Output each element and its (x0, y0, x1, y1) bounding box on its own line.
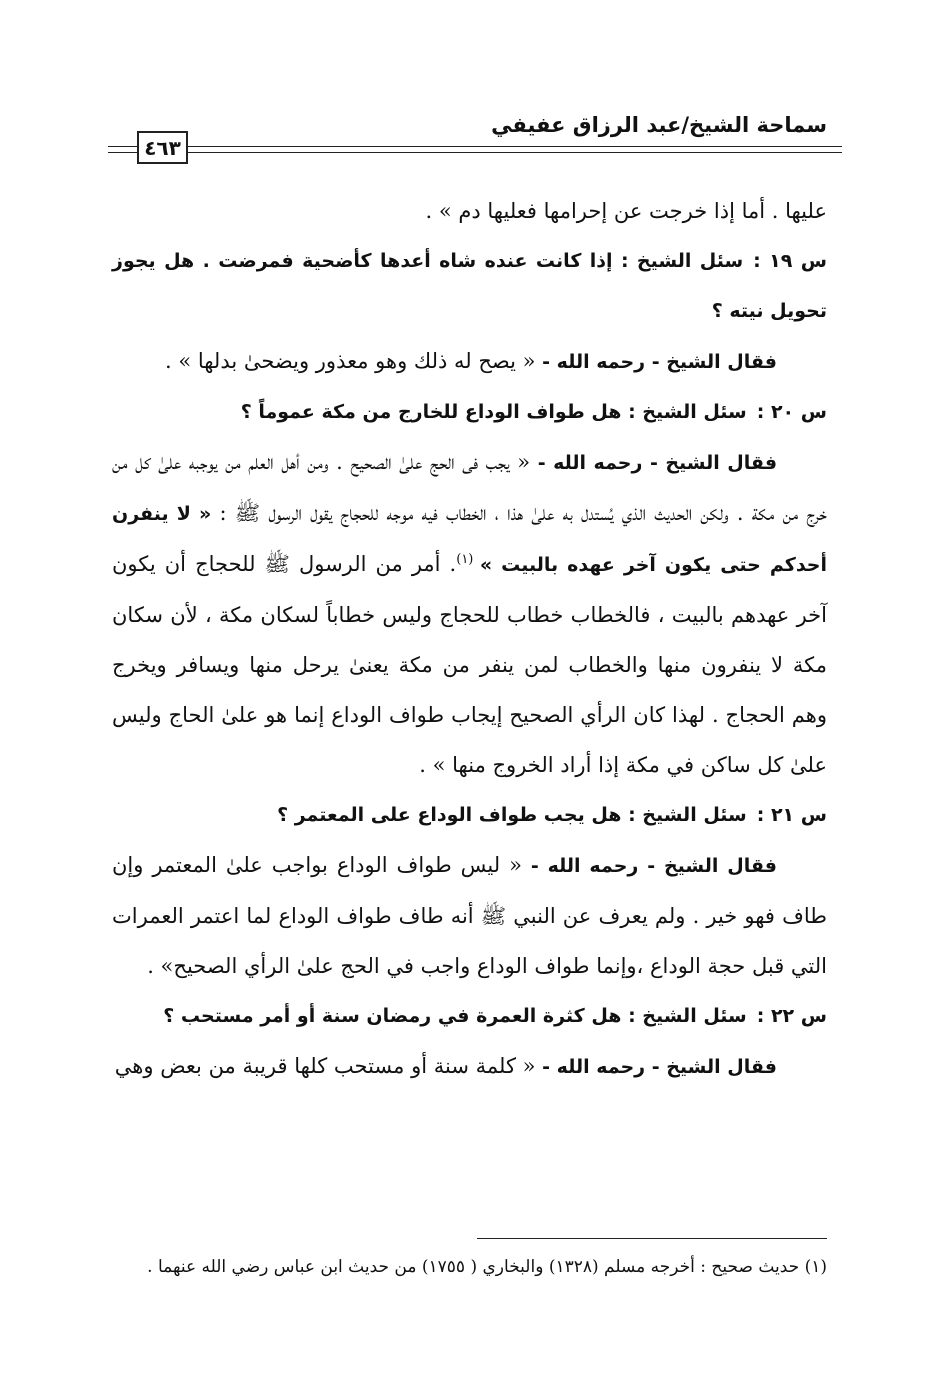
header-double-rule-left (108, 146, 138, 153)
footnote: (١) حديث صحيح : أخرجه مسلم (١٣٢٨) والبخاري ( ١٧٥٥) من حديث ابن عباس رضي الله عنهما . (147, 1257, 827, 1277)
question-number: س ١٩ : (753, 250, 827, 272)
footnote-marker[interactable]: (١) (456, 552, 480, 567)
question-number: س ٢٢ : (756, 1005, 827, 1027)
question-number: س ٢١ : (756, 804, 827, 826)
header-double-rule (188, 146, 842, 153)
answer-19 (112, 336, 827, 387)
question-text: سئل الشيخ : هل كثرة العمرة في رمضان سنة أو أمر مستحب ؟ (163, 1005, 747, 1027)
page-number: ٤٦٣ (137, 131, 188, 164)
question-22 (112, 991, 827, 1041)
question-text: سئل الشيخ : إذا كانت عنده شاه أعدها كأضحية فمرضت . هل يجوز تحويل نيته ؟ (112, 250, 827, 322)
answer-text-continued: . أمر من الرسول ﷺ للحجاج أن يكون آخر عهدهم بالبيت ، فالخطاب خطاب للحجاج وليس خطاباً لسكان مكة ، لأن سكان مكة لا ينفرون منها والخطاب لمن ينفر من مكة يعنىٰ يرحل منها ويسافر ويخرج وهم الحجاج . لهذا كان الرأي الصحيح إيجاب طواف الوداع إنما هو علىٰ الحاج وليس علىٰ كل ساكن في مكة إذا أراد الخروج منها » . (112, 552, 827, 777)
answer-21 (112, 840, 827, 991)
answer-lead: فقال الشيخ - رحمه الله - (542, 351, 777, 373)
footnote-separator (477, 1238, 827, 1239)
running-title: سماحة الشيخ/عبد الرزاق عفيفي (491, 113, 827, 137)
question-text: سئل الشيخ : هل يجب طواف الوداع على المعتمر ؟ (277, 804, 747, 826)
answer-22 (112, 1041, 827, 1092)
answer-20 (112, 437, 827, 790)
answer-text: « كلمة سنة أو مستحب كلها قريبة من بعض وهي (114, 1054, 543, 1078)
answer-lead: فقال الشيخ - رحمه الله - (542, 1056, 777, 1078)
question-20 (112, 387, 827, 437)
question-19 (112, 236, 827, 336)
answer-text: « ليس طواف الوداع بواجب علىٰ المعتمر وإن طاف فهو خير . ولم يعرف عن النبي ﷺ أنه طاف طواف الوداع لما اعتمر العمرات التي قبل حجة الوداع ،وإنما طواف الوداع واجب في الحج علىٰ الرأي الصحيح» . (112, 853, 827, 978)
paragraph-continuation: عليها . أما إذا خرجت عن إحرامها فعليها دم » . (425, 199, 827, 223)
answer-lead: فقال الشيخ - رحمه الله - (537, 452, 778, 474)
question-number: س ٢٠ : (756, 401, 827, 423)
question-text: سئل الشيخ : هل طواف الوداع للخارج من مكة عموماً ؟ (240, 401, 747, 423)
answer-text: « يصح له ذلك وهو معذور ويضحىٰ بدلها » . (164, 349, 543, 373)
answer-lead: فقال الشيخ - رحمه الله - (530, 855, 777, 877)
question-21 (112, 790, 827, 840)
answer-text: « يجب فى الحج علىٰ الصحيح . ومن أهل العلم من يوجبه علىٰ كل من خرج من مكة . ولكن الحديث الذي يُستدل به علىٰ هذا ، الخطاب فيه موجه للحجاج يقول الرسول ﷺ : (112, 450, 827, 525)
hadith-quote: « لا ينفرن أحدكم حتى يكون آخر عهده بالبيت » (112, 503, 827, 576)
main-text (112, 186, 827, 1092)
